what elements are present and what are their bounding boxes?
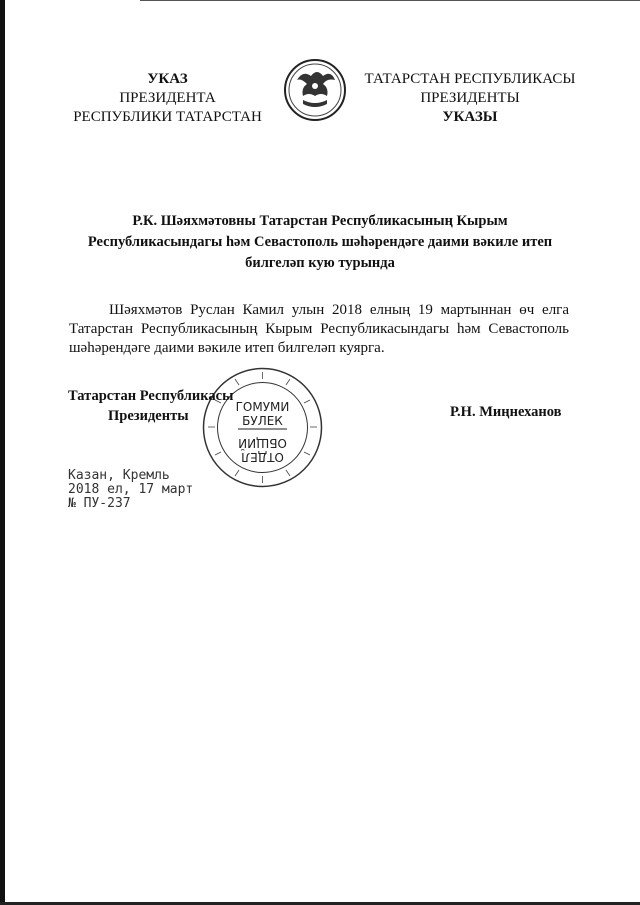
header-ru-line1: УКАЗ [147,71,188,87]
header-russian [60,70,275,127]
tatarstan-coat-of-arms-icon [283,58,347,122]
scan-edge-left [0,0,5,905]
signature-position [68,386,233,426]
header-ru-line3: РЕСПУБЛИКИ ТАТАРСТАН [73,109,262,125]
header-ru-line2: ПРЕЗИДЕНТА [119,90,216,106]
signature-name: Р.Н. Миңнеханов [450,404,562,420]
stamp-line2: БУЛЕК [242,414,283,428]
header-tt-line2: ПРЕЗИДЕНТЫ [420,90,520,106]
footer-number: № ПУ-237 [68,496,131,511]
decree-footer [68,469,193,511]
title-line1: Р.К. Шәяхмәтовны Татарстан Республикасының Кырым [132,213,508,229]
decree-body [69,301,569,358]
stamp-line1: ГОМУМИ [235,400,290,414]
header-tt-line1: ТАТАРСТАН РЕСПУБЛИКАСЫ [364,71,576,87]
header-tatar [355,70,585,127]
official-stamp [200,365,325,490]
decree-title [72,211,568,274]
footer-date: 2018 ел, 17 март [68,482,194,497]
title-line3: билгеләп кую турында [245,255,395,271]
header-tt-line3: УКАЗЫ [442,109,498,125]
signature-position-line2: Президенты [108,408,189,424]
stamp-line3: ОТДЕЛ [241,450,284,464]
footer-place: Казан, Кремль [68,468,170,483]
signature-position-line1: Татарстан Республикасы [68,388,234,404]
scan-edge-top [140,0,640,1]
body-paragraph: Шәяхмәтов Руслан Камил улын 2018 елның 19 мартыннан өч елга Татарстан Республикасының Кырым Республикасындагы һәм Севастополь шәһәрендәге даими вәкиле итеп билгеләп куярга. [69,302,569,356]
stamp-line4: ОБЩИЙ [238,436,287,450]
title-line2: Республикасындагы һәм Севастополь шәһәрендәге даими вәкиле итеп [87,234,553,250]
